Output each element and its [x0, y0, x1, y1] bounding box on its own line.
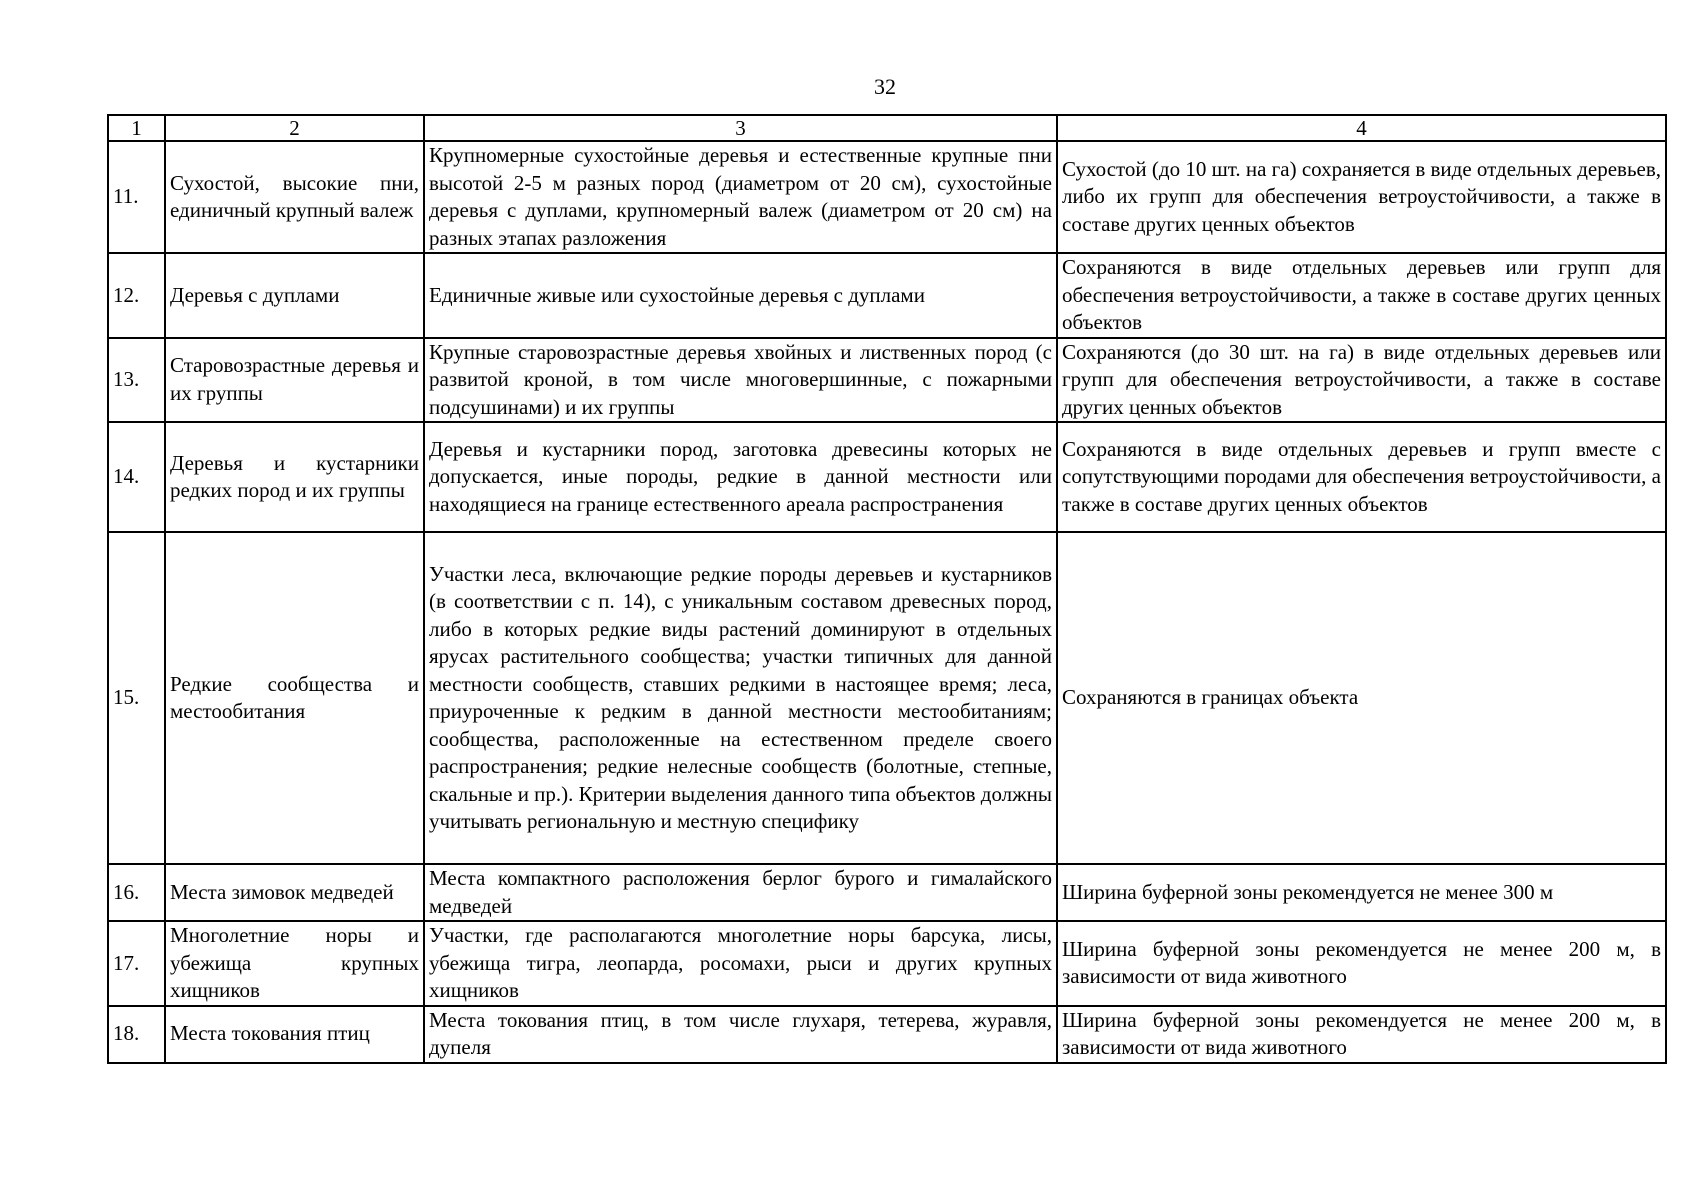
- object-description: Крупные старовозрастные деревья хвойных и лиственных пород (с развитой кроной, в том числе многовершинные, с пожарными подсушинами) и их группы: [424, 338, 1057, 423]
- object-description: Крупномерные сухостойные деревья и естественные крупные пни высотой 2-5 м разных пород (диаметром от 20 см), сухостойные деревья с дуплами, крупномерный валеж (диаметром от 20 см) на разных этапах разложения: [424, 141, 1057, 253]
- object-description: Места компактного расположения берлог бурого и гималайского медведей: [424, 864, 1057, 921]
- row-number: 17.: [108, 921, 165, 1006]
- table-row: [108, 253, 1666, 338]
- table-row: [108, 422, 1666, 532]
- row-number: 16.: [108, 864, 165, 921]
- column-number-header: 1: [108, 115, 165, 141]
- preservation-measures: Ширина буферной зоны рекомендуется не менее 200 м, в зависимости от вида животного: [1057, 1006, 1666, 1063]
- object-name: Многолетние норы и убежища крупных хищников: [165, 921, 424, 1006]
- table-row: [108, 1006, 1666, 1063]
- row-number: 12.: [108, 253, 165, 338]
- object-description: Участки, где располагаются многолетние норы барсука, лисы, убежища тигра, леопарда, росомахи, рыси и других крупных хищников: [424, 921, 1057, 1006]
- table-row: [108, 338, 1666, 423]
- object-description: Места токования птиц, в том числе глухаря, тетерева, журавля, дупеля: [424, 1006, 1057, 1063]
- object-name: Деревья и кустарники редких пород и их группы: [165, 422, 424, 532]
- object-name: Деревья с дуплами: [165, 253, 424, 338]
- column-number-header: 2: [165, 115, 424, 141]
- preservation-measures: Сухостой (до 10 шт. на га) сохраняется в виде отдельных деревьев, либо их групп для обеспечения ветроустойчивости, а также в составе других ценных объектов: [1057, 141, 1666, 253]
- protected-objects-table: [107, 114, 1667, 1064]
- object-name: Места токования птиц: [165, 1006, 424, 1063]
- object-name: Редкие сообщества и местообитания: [165, 532, 424, 864]
- table-header-row: [108, 115, 1666, 141]
- object-name: Сухостой, высокие пни, единичный крупный валеж: [165, 141, 424, 253]
- column-number-header: 3: [424, 115, 1057, 141]
- object-description: Единичные живые или сухостойные деревья с дуплами: [424, 253, 1057, 338]
- object-name: Места зимовок медведей: [165, 864, 424, 921]
- row-number: 15.: [108, 532, 165, 864]
- table-row: [108, 921, 1666, 1006]
- object-name: Старовозрастные деревья и их группы: [165, 338, 424, 423]
- object-description: Деревья и кустарники пород, заготовка древесины которых не допускается, иные породы, редкие в данной местности или находящиеся на границе естественного ареала распространения: [424, 422, 1057, 532]
- row-number: 13.: [108, 338, 165, 423]
- preservation-measures: Сохраняются (до 30 шт. на га) в виде отдельных деревьев или групп для обеспечения ветроустойчивости, а также в составе других ценных объектов: [1057, 338, 1666, 423]
- preservation-measures: Сохраняются в границах объекта: [1057, 532, 1666, 864]
- row-number: 18.: [108, 1006, 165, 1063]
- column-number-header: 4: [1057, 115, 1666, 141]
- row-number: 14.: [108, 422, 165, 532]
- preservation-measures: Сохраняются в виде отдельных деревьев и групп вместе с сопутствующими породами для обеспечения ветроустойчивости, а также в составе других ценных объектов: [1057, 422, 1666, 532]
- row-number: 11.: [108, 141, 165, 253]
- table-row: [108, 532, 1666, 864]
- preservation-measures: Ширина буферной зоны рекомендуется не менее 300 м: [1057, 864, 1666, 921]
- table-row: [108, 864, 1666, 921]
- preservation-measures: Сохраняются в виде отдельных деревьев или групп для обеспечения ветроустойчивости, а также в составе других ценных объектов: [1057, 253, 1666, 338]
- table-row: [108, 141, 1666, 253]
- page-number: 32: [874, 74, 896, 99]
- preservation-measures: Ширина буферной зоны рекомендуется не менее 200 м, в зависимости от вида животного: [1057, 921, 1666, 1006]
- object-description: Участки леса, включающие редкие породы деревьев и кустарников (в соответствии с п. 14), с уникальным составом древесных пород, либо в которых редкие виды растений доминируют в отдельных ярусах растительного сообщества; участки типичных для данной местности сообществ, ставших редкими в настоящее время; леса, приуроченные к редким в данной местности местообитаниям; сообщества, расположенные на естественном пределе своего распространения; редкие нелесные сообществ (болотные, степные, скальные и пр.). Критерии выделения данного типа объектов должны учитывать региональную и местную специфику: [424, 532, 1057, 864]
